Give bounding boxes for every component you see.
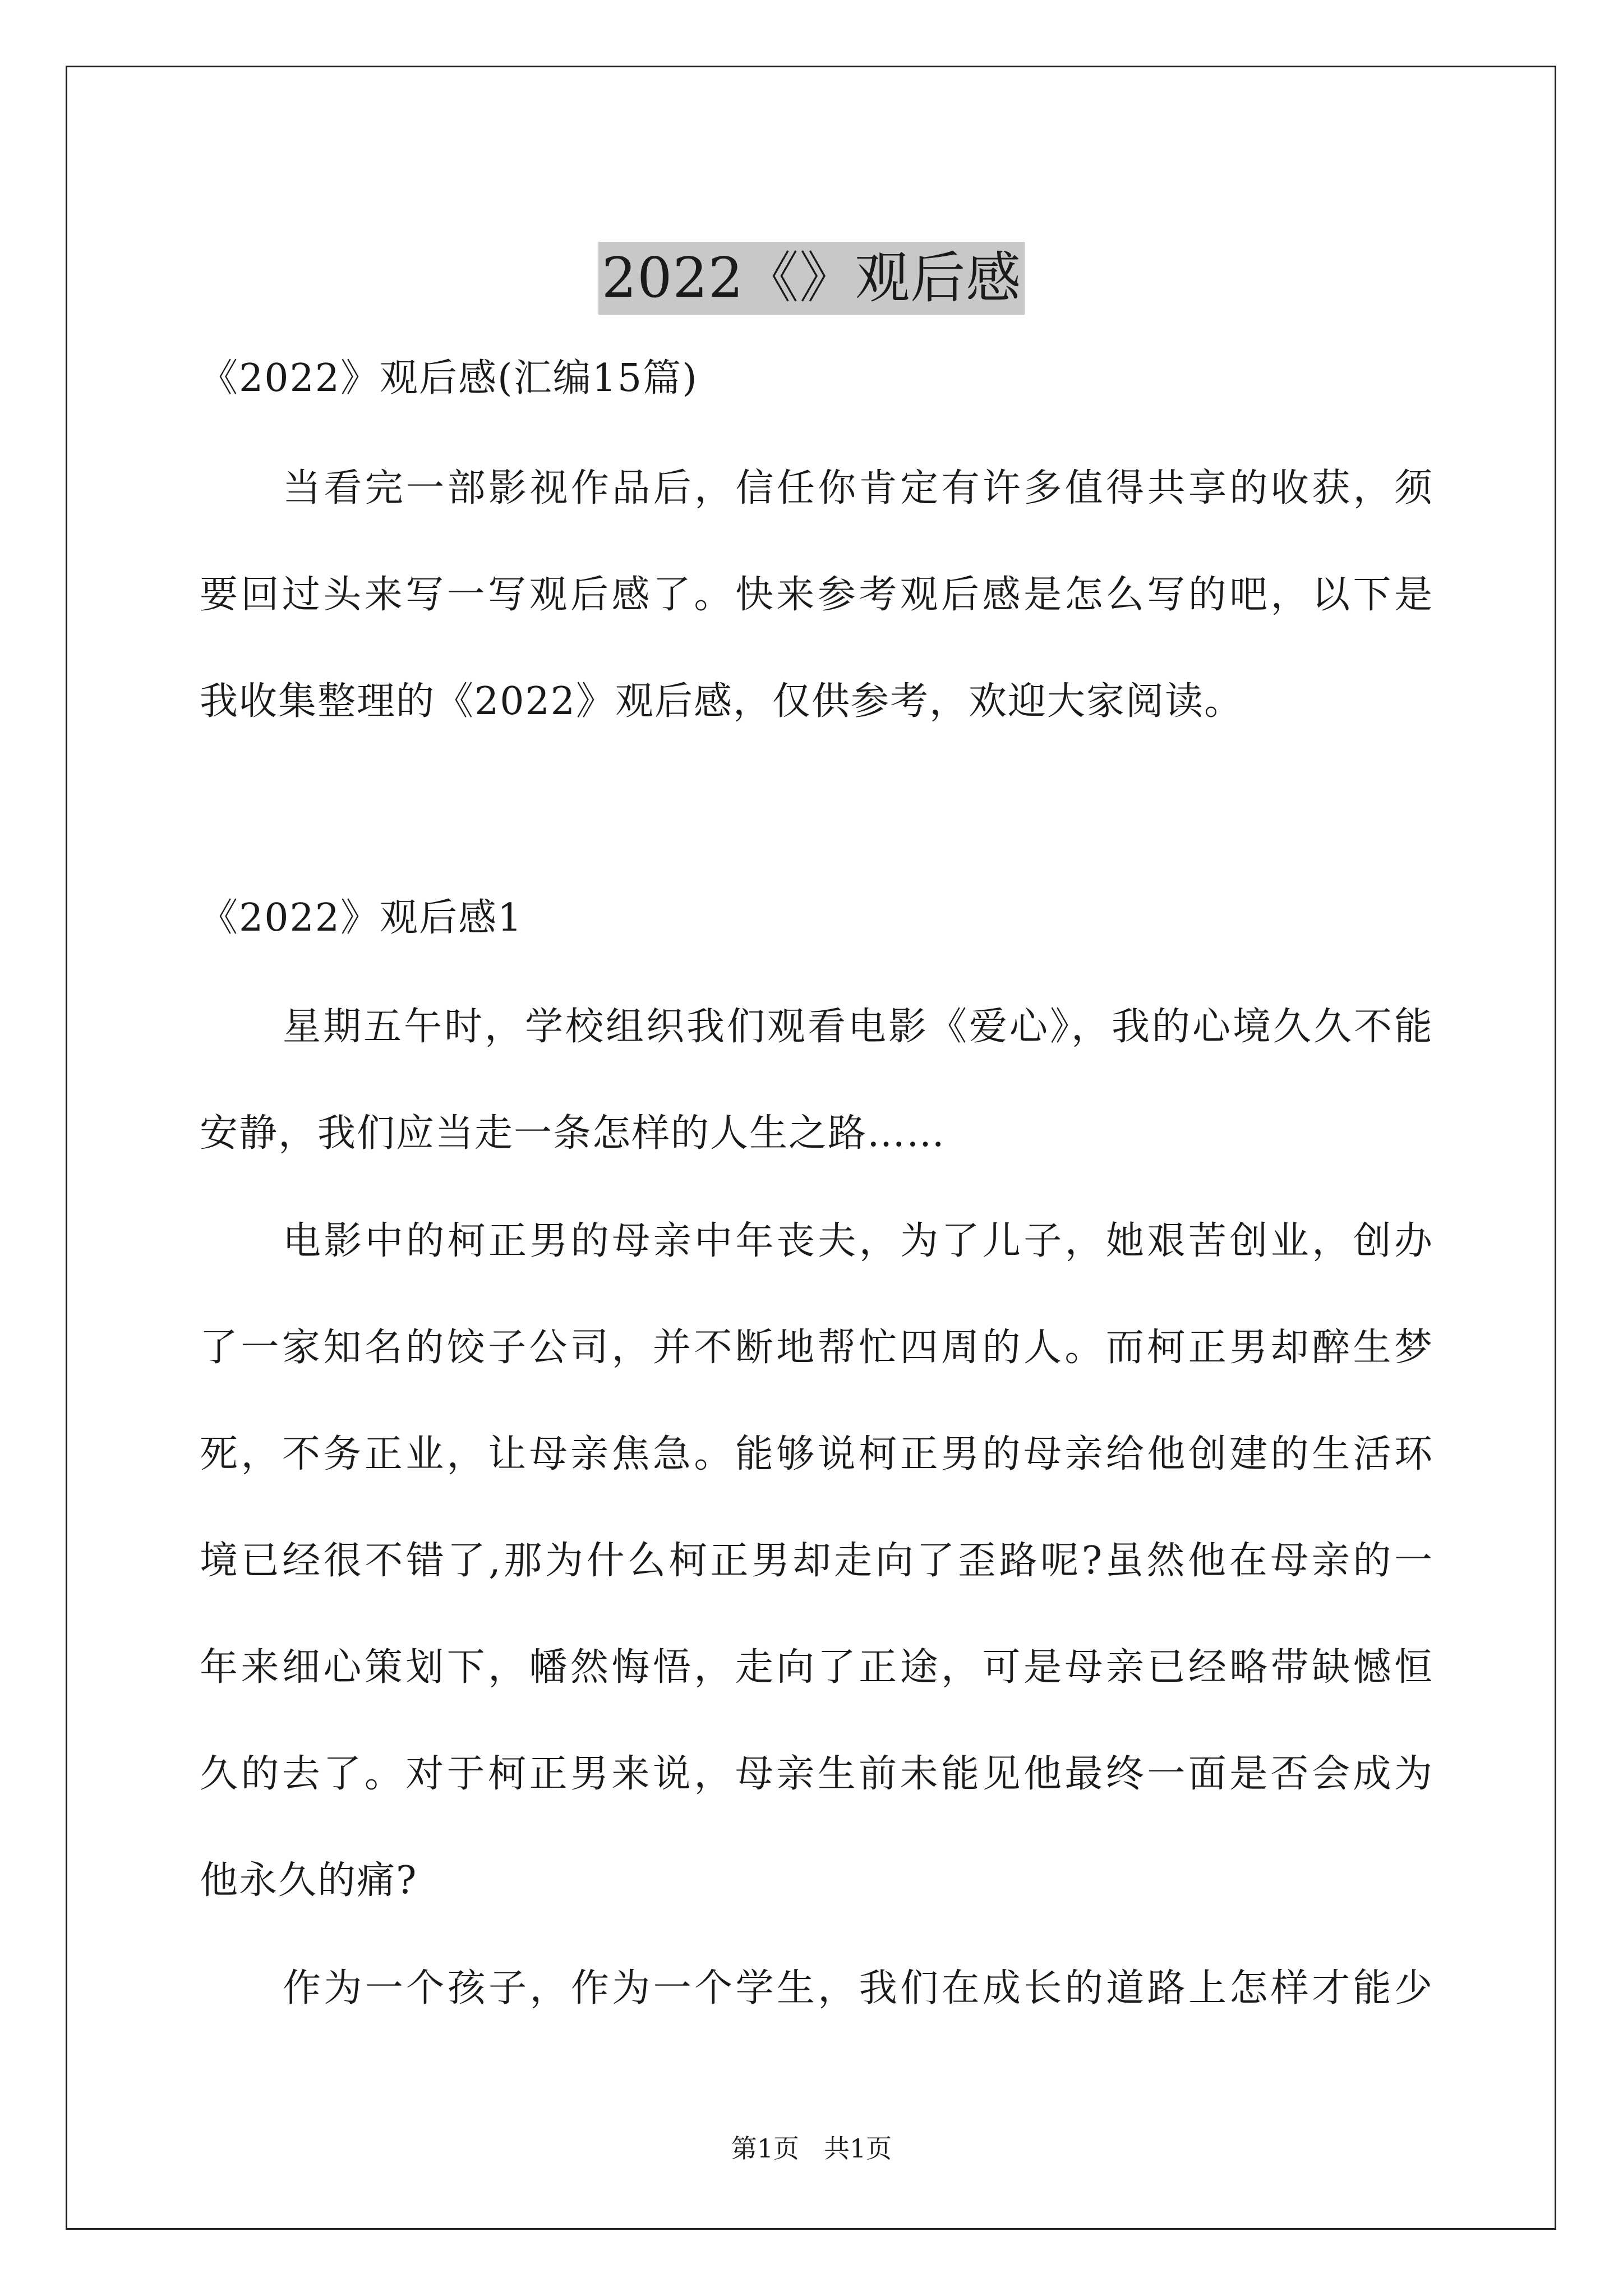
paragraph-line: 了一家知名的饺子公司，并不断地帮忙四周的人。而柯正男却醉生梦 <box>200 1326 1433 1370</box>
intro-line: 要回过头来写一写观后感了。快来参考观后感是怎么写的吧，以下是 <box>200 573 1433 617</box>
page-number: 第1页 <box>731 2133 799 2164</box>
paragraph-line: 作为一个孩子，作为一个学生，我们在成长的道路上怎样才能少 <box>283 1966 1433 2010</box>
page-total: 共1页 <box>824 2133 892 2164</box>
section-heading: 《2022》观后感1 <box>200 896 523 940</box>
page-footer <box>0 2132 1623 2165</box>
paragraph-line: 死，不务正业，让母亲焦急。能够说柯正男的母亲给他创建的生活环 <box>200 1432 1433 1476</box>
intro-line: 当看完一部影视作品后，信任你肯定有许多值得共享的收获，须 <box>283 466 1433 510</box>
paragraph-line: 星期五午时，学校组织我们观看电影《爱心》，我的心境久久不能 <box>283 1005 1433 1049</box>
paragraph-line: 他永久的痛? <box>200 1858 418 1903</box>
paragraph-line: 安静，我们应当走一条怎样的人生之路…… <box>200 1111 946 1156</box>
document-body <box>200 0 1433 2296</box>
paragraph-line: 年来细心策划下，幡然悔悟，走向了正途，可是母亲已经略带缺憾恒 <box>200 1645 1433 1690</box>
paragraph-line: 久的去了。对于柯正男来说，母亲生前未能见他最终一面是否会成为 <box>200 1752 1433 1796</box>
paragraph-line: 境已经很不错了,那为什么柯正男却走向了歪路呢?虽然他在母亲的一 <box>200 1539 1433 1583</box>
document-subtitle: 《2022》观后感(汇编15篇) <box>200 356 698 401</box>
paragraph-line: 电影中的柯正男的母亲中年丧夫，为了儿子，她艰苦创业，创办 <box>283 1219 1433 1263</box>
document-title: 2022《》观后感 <box>598 242 1025 315</box>
intro-line: 我收集整理的《2022》观后感，仅供参考，欢迎大家阅读。 <box>200 679 1244 724</box>
